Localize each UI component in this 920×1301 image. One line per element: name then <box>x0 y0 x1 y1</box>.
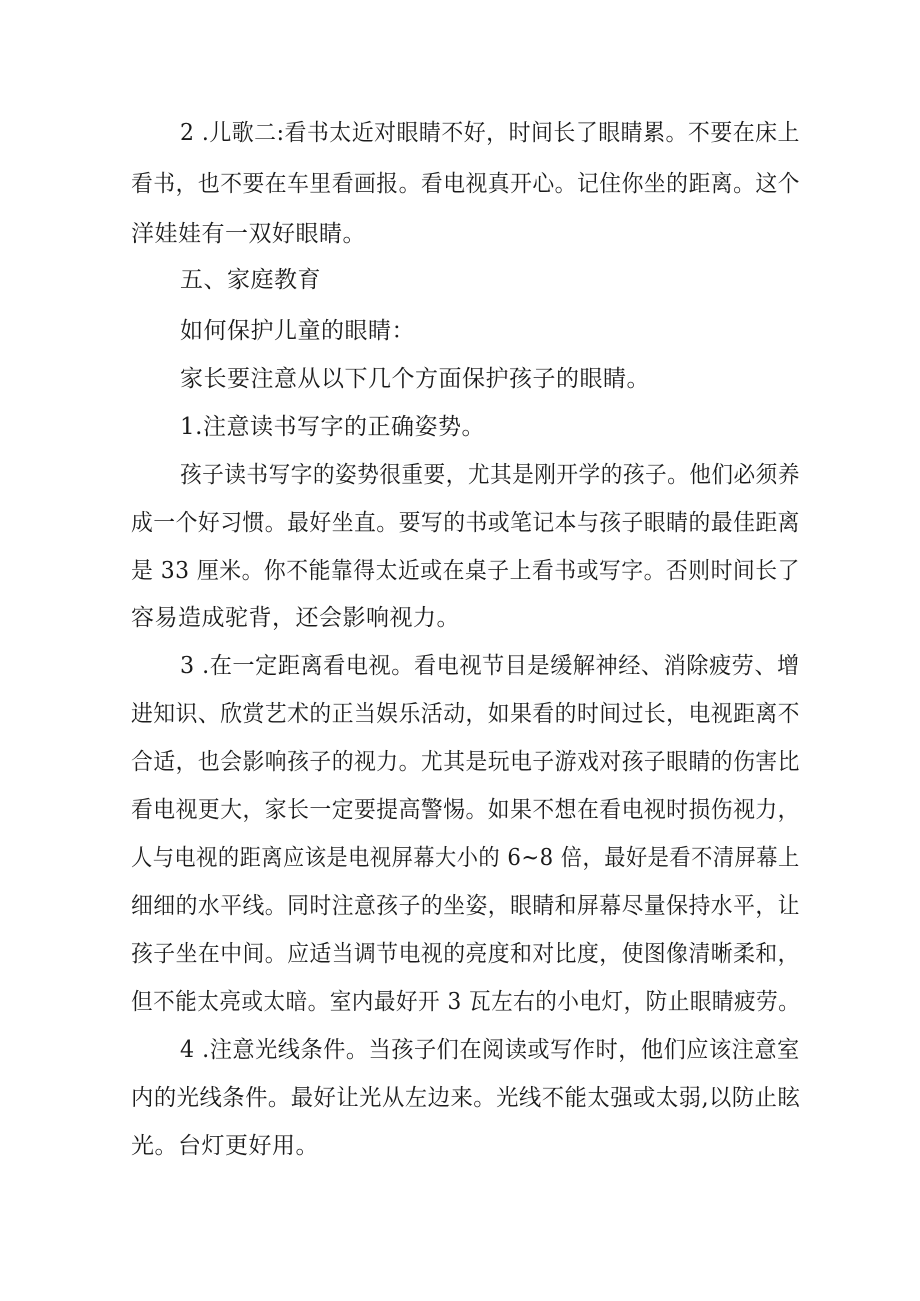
paragraph-1-line-3: 洋娃娃有一双好眼睛。 <box>131 221 366 247</box>
item-1-heading: 1.注意读书写字的正确姿势。 <box>180 414 485 440</box>
paragraph-6-line-1: 孩子读书写字的姿势很重要，尤其是刚开学的孩子。他们必须养 <box>180 462 800 488</box>
paragraph-7-line-5: 人与电视的距离应该是电视屏幕大小的 6~8 倍，最好是看不清屏幕上 <box>131 845 800 871</box>
paragraph-6-line-2: 成一个好习惯。最好坐直。要写的书或笔记本与孩子眼睛的最佳距离 <box>131 510 800 536</box>
paragraph-1-line-2: 看书，也不要在车里看画报。看电视真开心。记住你坐的距离。这个 <box>131 171 800 197</box>
paragraph-1-line-1: 2 .儿歌二:看书太近对眼睛不好，时间长了眼睛累。不要在床上 <box>180 120 800 146</box>
paragraph-6-line-3: 是 33 厘米。你不能靠得太近或在桌子上看书或写字。否则时间长了 <box>131 558 800 584</box>
paragraph-7-line-3: 合适，也会影响孩子的视力。尤其是玩电子游戏对孩子眼睛的伤害比 <box>131 749 800 775</box>
paragraph-8-line-3: 光。台灯更好用。 <box>131 1133 319 1159</box>
paragraph-6-line-4: 容易造成驼背，还会影响视力。 <box>131 605 460 631</box>
paragraph-8-line-1: 4 .注意光线条件。当孩子们在阅读或写作时，他们应该注意室 <box>180 1037 800 1063</box>
paragraph-8-line-2: 内的光线条件。最好让光从左边来。光线不能太强或太弱,以防止眩 <box>131 1085 801 1111</box>
intro-line: 家长要注意从以下几个方面保护孩子的眼睛。 <box>180 366 650 392</box>
paragraph-7-line-4: 看电视更大，家长一定要提高警惕。如果不想在看电视时损伤视力， <box>131 797 800 823</box>
paragraph-7-line-6: 细细的水平线。同时注意孩子的坐姿，眼睛和屏幕尽量保持水平，让 <box>131 893 800 919</box>
section-heading: 五、家庭教育 <box>180 267 321 293</box>
paragraph-7-line-1: 3 .在一定距离看电视。看电视节目是缓解神经、消除疲劳、增 <box>180 653 800 679</box>
paragraph-7-line-2: 进知识、欣赏艺术的正当娱乐活动，如果看的时间过长，电视距离不 <box>131 701 800 727</box>
question-line: 如何保护儿童的眼睛： <box>180 318 415 344</box>
paragraph-7-line-8: 但不能太亮或太暗。室内最好开 3 瓦左右的小电灯，防止眼睛疲劳。 <box>131 989 801 1015</box>
paragraph-7-line-7: 孩子坐在中间。应适当调节电视的亮度和对比度，使图像清晰柔和， <box>131 941 800 967</box>
